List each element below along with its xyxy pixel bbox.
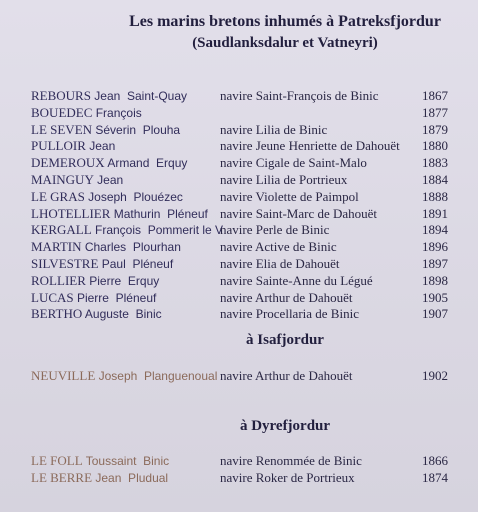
burial-year: 1907 — [422, 306, 448, 322]
sailor-name — [31, 137, 115, 155]
sailor-town: Plourhan — [126, 240, 181, 255]
sailor-surname: PULLOIR — [31, 138, 86, 154]
section-title-dyrefjordur: à Dyrefjordur — [239, 418, 331, 434]
sailor-surname: LHOTELLIER — [31, 205, 111, 221]
ship-name: navire Perle de Binic — [220, 222, 330, 238]
sailor-given-name: Jean — [85, 139, 116, 154]
sailor-given-name: Jean — [90, 89, 121, 103]
ship-name: navire Jeune Henriette de Dahouët — [220, 138, 400, 154]
sailor-surname: SILVESTRE — [31, 256, 99, 271]
sailor-surname: LE SEVEN — [31, 121, 93, 137]
sailor-surname: REBOURS — [31, 88, 91, 103]
list-item — [0, 452, 478, 470]
sailor-surname: LE GRAS — [31, 188, 85, 204]
sailor-name — [31, 121, 180, 139]
burial-year: 1879 — [422, 121, 448, 137]
burial-year: 1897 — [422, 256, 448, 271]
sailor-town: Binic — [136, 454, 170, 468]
ship-name: navire Saint-Marc de Dahouët — [220, 205, 378, 221]
burial-year: 1905 — [422, 289, 448, 305]
burial-year: 1888 — [422, 188, 448, 204]
sailor-name — [31, 289, 156, 307]
list-item — [0, 255, 478, 273]
sailor-given-name: Toussaint — [82, 454, 137, 468]
burial-year: 1884 — [422, 172, 448, 187]
page-title: Les marins bretons inhumés à Patreksfjordur — [129, 13, 441, 30]
burial-year: 1866 — [422, 453, 448, 468]
ship-name: navire Arthur de Dahouët — [220, 368, 353, 383]
sailor-name — [31, 367, 217, 385]
list-item — [0, 289, 478, 307]
sailor-given-name: Jean — [93, 173, 124, 187]
burial-year: 1891 — [422, 205, 448, 221]
sailor-given-name: Jean — [92, 471, 122, 485]
sailor-surname: BOUEDEC — [31, 104, 93, 120]
sailor-name — [31, 305, 162, 323]
list-item — [0, 305, 478, 323]
sailor-name — [31, 104, 142, 122]
list-item — [0, 205, 478, 223]
sailor-surname: NEUVILLE — [31, 368, 96, 383]
ship-name: navire Active de Binic — [220, 239, 337, 255]
sailor-town: Pludual — [121, 471, 169, 485]
list-item — [0, 171, 478, 189]
list-item — [0, 469, 478, 487]
sailor-name — [31, 452, 169, 470]
list-item — [0, 367, 478, 385]
sailor-town: Pléneuf — [108, 290, 157, 305]
sailor-surname: MARTIN — [31, 239, 82, 255]
sailor-name — [31, 221, 223, 239]
list-item — [0, 221, 478, 239]
sailor-name — [31, 188, 183, 206]
sailor-surname: LUCAS — [31, 289, 74, 305]
ship-name: navire Lilia de Binic — [220, 121, 328, 137]
sailor-surname: LE BERRE — [31, 470, 93, 485]
sailor-given-name: Armand — [104, 156, 150, 171]
ship-name: navire Sainte-Anne du Légué — [220, 272, 373, 288]
list-item — [0, 272, 478, 290]
ship-name: navire Elia de Dahouët — [220, 256, 340, 271]
burial-year: 1896 — [422, 239, 448, 255]
sailor-surname: BERTHO — [31, 306, 83, 322]
ship-name: navire Saint-François de Binic — [220, 88, 379, 103]
burial-year: 1898 — [422, 272, 448, 288]
sailor-given-name: Charles — [81, 240, 127, 255]
list-item — [0, 238, 478, 256]
sailor-town: Binic — [128, 307, 162, 322]
sailor-given-name: Joseph — [84, 189, 127, 204]
list-item — [0, 188, 478, 206]
sailor-given-name: Mathurin — [110, 206, 161, 221]
sailor-name — [31, 87, 187, 105]
ship-name: navire Roker de Portrieux — [220, 470, 355, 485]
sailor-given-name: Joseph — [95, 369, 138, 383]
ship-name: navire Arthur de Dahouët — [220, 289, 353, 305]
list-item — [0, 154, 478, 172]
burial-year: 1894 — [422, 222, 448, 238]
sailor-surname: ROLLIER — [31, 272, 86, 288]
sailor-name — [31, 238, 181, 256]
sailor-town: Plouha — [136, 122, 181, 137]
burial-year: 1867 — [422, 88, 448, 103]
section-title-isafjordur: à Isafjordur — [246, 332, 324, 348]
burial-year: 1877 — [422, 104, 448, 120]
sailor-name — [31, 205, 208, 223]
ship-name: navire Cigale de Saint-Malo — [220, 155, 367, 171]
sailor-town: Pommerit le V — [141, 223, 224, 238]
ship-name: navire Renommée de Binic — [220, 453, 362, 468]
list-item — [0, 104, 478, 122]
burial-year: 1874 — [422, 470, 448, 485]
sailor-given-name: François — [92, 105, 142, 120]
sailor-name — [31, 171, 123, 189]
sailor-town: Pléneuf — [160, 206, 208, 221]
ship-name: navire Violette de Paimpol — [220, 188, 359, 204]
sailor-surname: MAINGUY — [31, 172, 94, 187]
sailor-town: Saint-Quay — [120, 89, 188, 103]
sailor-given-name: Séverin — [92, 122, 137, 137]
sailor-given-name: Pierre — [73, 290, 109, 305]
sailor-name — [31, 272, 159, 290]
ship-name: navire Procellaria de Binic — [220, 306, 359, 322]
sailor-name — [31, 469, 168, 487]
sailor-name — [31, 255, 173, 273]
sailor-town: Pléneuf — [125, 257, 174, 271]
page-subtitle: (Saudlanksdalur et Vatneyri) — [192, 35, 378, 51]
sailor-town: Erquy — [121, 273, 160, 288]
burial-year: 1880 — [422, 138, 448, 154]
sailor-town: Plouézec — [126, 189, 183, 204]
sailor-given-name: François — [91, 223, 142, 238]
list-item — [0, 121, 478, 139]
sailor-given-name: Pierre — [85, 273, 122, 288]
sailor-town: Erquy — [149, 156, 188, 171]
burial-year: 1883 — [422, 155, 448, 171]
sailor-surname: DEMEROUX — [31, 155, 105, 171]
list-item — [0, 137, 478, 155]
sailor-surname: KERGALL — [31, 222, 92, 238]
burial-year: 1902 — [422, 368, 448, 383]
sailor-given-name: Auguste — [82, 307, 129, 322]
sailor-surname: LE FOLL — [31, 453, 83, 468]
ship-name: navire Lilia de Portrieux — [220, 172, 348, 187]
sailor-name — [31, 154, 187, 172]
sailor-given-name: Paul — [98, 257, 126, 271]
sailor-town: Planguenoual — [137, 369, 218, 383]
list-item — [0, 87, 478, 105]
